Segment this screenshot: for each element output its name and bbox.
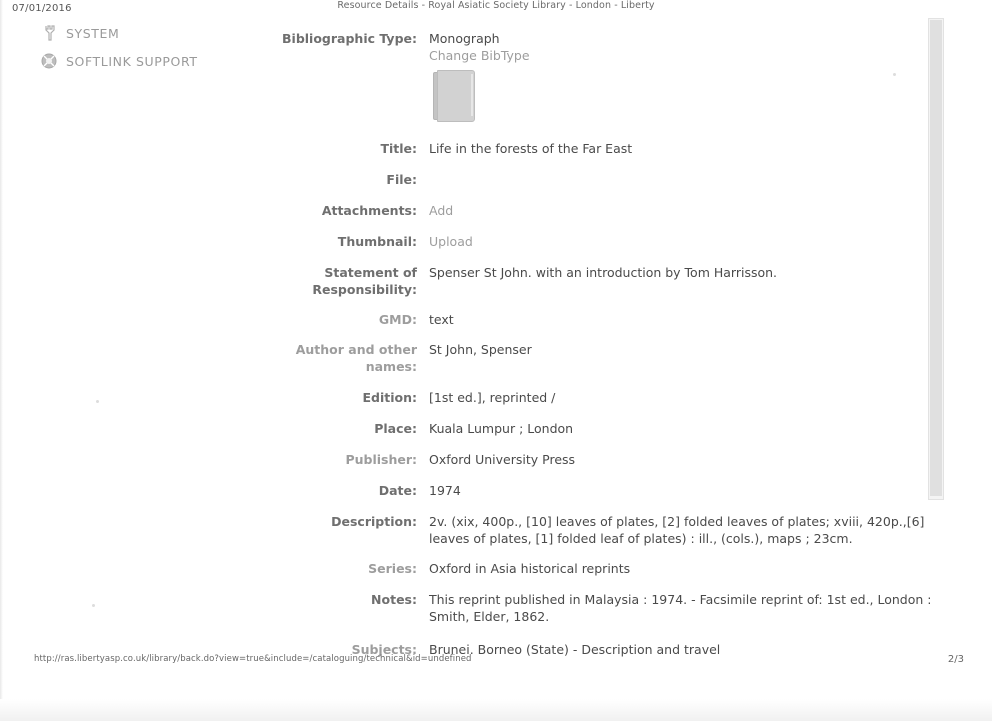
field-value: Life in the forests of the Far East [429, 141, 633, 156]
field-label: Description: [331, 514, 417, 529]
field-label: Series: [368, 561, 417, 576]
add-attachment-link[interactable]: Add [429, 203, 454, 218]
lifebuoy-icon [40, 52, 58, 70]
field-row-attachments [250, 202, 950, 219]
field-value: 1974 [429, 483, 461, 498]
footer-url: http://ras.libertyasp.co.uk/library/back.do?view=true&include=/cataloguing/technical&id=undefined [34, 654, 472, 664]
field-row-notes [250, 591, 950, 625]
field-label: Notes: [371, 592, 417, 607]
scrollbar-thumb[interactable] [930, 20, 942, 496]
upload-thumbnail-link[interactable]: Upload [429, 234, 473, 249]
sidebar-item-label: SOFTLINK SUPPORT [66, 53, 198, 69]
resource-details-form [250, 30, 950, 666]
sidebar-item-softlink-support[interactable] [40, 50, 250, 72]
field-value: text [429, 312, 454, 327]
sidebar [40, 22, 250, 78]
book-cover-icon [433, 70, 475, 120]
field-value: This reprint published in Malaysia : 1974. - Facsimile reprint of: 1st ed., London : Smith, Elder, 1862. [429, 592, 932, 624]
field-row-statement-of-responsibility [250, 264, 950, 298]
field-row-edition [250, 389, 950, 406]
book-pages [471, 74, 473, 116]
field-value: Oxford in Asia historical reprints [429, 561, 631, 576]
bib-type-value: Monograph [429, 31, 500, 46]
field-row-date [250, 482, 950, 499]
field-value: Spenser St John. with an introduction by Tom Harrisson. [429, 265, 778, 280]
field-label: Thumbnail: [337, 234, 417, 249]
vertical-scrollbar[interactable] [928, 18, 944, 500]
change-bibtype-link[interactable]: Change BibType [429, 48, 530, 63]
field-label: GMD: [378, 312, 417, 327]
field-row-place [250, 420, 950, 437]
page-edge-bottom [0, 699, 992, 721]
page-number: 2/3 [947, 654, 964, 665]
print-date: 07/01/2016 [12, 3, 72, 14]
field-label: Title: [380, 141, 417, 156]
field-row-bibliographic-type [250, 30, 950, 124]
field-row-author-and-other-names [250, 341, 950, 375]
sidebar-item-system[interactable] [40, 22, 250, 44]
field-value-group [425, 30, 950, 124]
field-value: 2v. (xix, 400p., [10] leaves of plates, [2] folded leaves of plates; xviii, 420p.,[6] leaves of plates, [1] folded leaf of plates) : ill., (cols.), maps ; 23cm. [429, 514, 925, 546]
field-row-publisher [250, 451, 950, 468]
field-value: Kuala Lumpur ; London [429, 421, 574, 436]
field-label: Publisher: [345, 452, 417, 467]
sidebar-item-label: SYSTEM [66, 25, 120, 41]
wrench-icon [40, 24, 58, 42]
field-value: St John, Spenser [429, 342, 532, 357]
field-label: Subjects: [351, 642, 417, 657]
field-value: Oxford University Press [429, 452, 576, 467]
field-row-title [250, 140, 950, 157]
field-label: Place: [374, 421, 417, 436]
field-label: File: [386, 172, 417, 187]
scan-speck [96, 400, 99, 403]
document-title: Resource Details - Royal Asiatic Society Library - London - Liberty [337, 0, 655, 11]
field-label: Author and other names: [295, 342, 417, 374]
field-row-gmd [250, 311, 950, 328]
field-label: Bibliographic Type: [282, 31, 417, 46]
field-row-file [250, 171, 950, 188]
field-row-description [250, 513, 950, 547]
page-edge-left [0, 0, 3, 721]
field-label: Statement of Responsibility: [312, 265, 417, 297]
field-value: [1st ed.], reprinted / [429, 390, 556, 405]
field-label: Date: [378, 483, 417, 498]
field-row-thumbnail [250, 233, 950, 250]
scan-speck [92, 604, 95, 607]
field-row-series [250, 560, 950, 577]
field-label: Attachments: [321, 203, 417, 218]
book-cover [437, 70, 475, 122]
field-value: Brunei. Borneo (State) - Description and travel [429, 642, 721, 657]
field-label: Edition: [362, 390, 417, 405]
